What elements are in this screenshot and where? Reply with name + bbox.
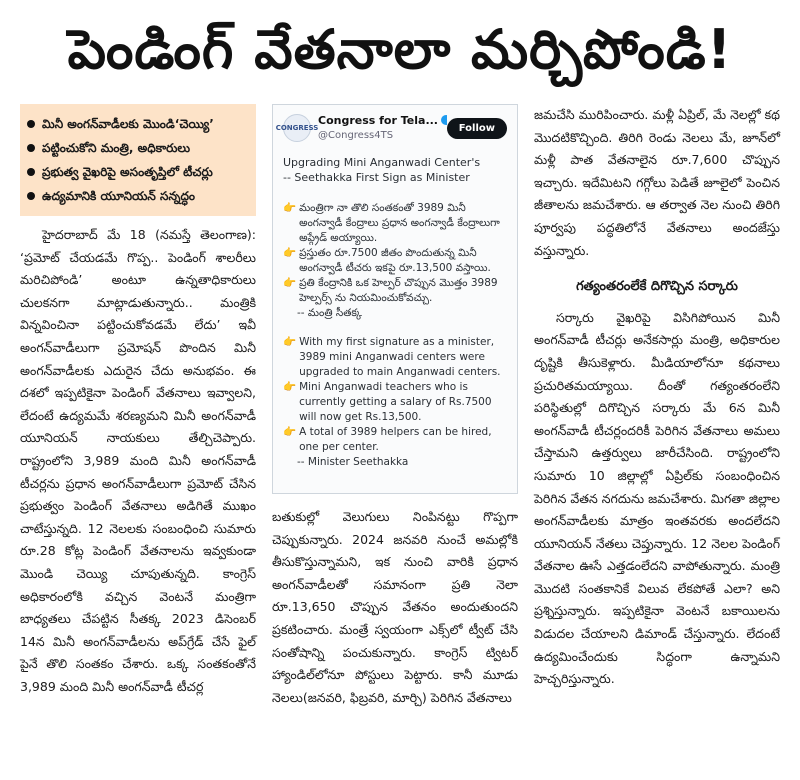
account-name[interactable]: Congress for Tela... bbox=[318, 114, 438, 127]
section-subheading: గత్యంతరంలేకే దిగొచ్చిన సర్కారు bbox=[576, 279, 738, 295]
tweet-telugu-block: 👉 మంత్రిగా నా తొలి సంతకంతో 3989 మినీ అంగన్వాడీ కేంద్రాలు ప్రధాన అంగన్వాడీ కేంద్రాలుగా అప్గ్రేడ్ అయ్యాయి. 👉 ప్రస్తుతం రూ.7500 జీతం పొందుతున్న మినీ అంగన్వాడీ టీచరు ఇకపై రూ.13,500 వస్తాయి. 👉 ప్రతి కేంద్రానికి ఒక హెల్పర్ చొప్పున మొత్తం 3989 హెల్పర్స్ ను నియమించుకోవచ్చు. -- మంత్రి సీతక్క bbox=[283, 201, 507, 321]
highlight-item: ఉద్యమానికి యూనియన్ సన్నద్ధం bbox=[24, 186, 250, 206]
tweet-english-block: 👉 With my first signature as a minister, 3989 mini Anganwadi centers were upgraded to main Anganwadi centers. 👉 Mini Anganwadi teachers who is currently getting a salary of Rs.7500 will now get Rs.13,500. 👉 A total of 3989 helpers can be hired, one per center. -- Minister Seethakka bbox=[283, 335, 507, 470]
follow-button[interactable]: Follow bbox=[447, 118, 507, 139]
headline: పెండింగ్ వేతనాలా మర్చిపోండి! bbox=[67, 18, 733, 81]
tweet-signature: -- మంత్రి సీతక్క bbox=[297, 307, 362, 319]
pointing-hand-icon: 👉 bbox=[283, 336, 297, 348]
verified-badge-icon bbox=[441, 115, 447, 125]
account-avatar[interactable]: CONGRESS bbox=[283, 114, 311, 142]
column-3 bbox=[534, 104, 780, 691]
body-paragraph: సర్కారు వైఖరిపై విసిగిపోయిన మినీ అంగన్‌వాడీ టీచర్లు అనేకసార్లు మంత్రి, అధికారుల దృష్టికి తీసుకెళ్లారు. మీడియాలోనూ కథనాలు ప్రచురితమయ్యాయి. దీంతో గత్యంతరంలేని పరిస్థితుల్లో దిగొచ్చిన సర్కారు మే 6న మినీ అంగన్‌వాడీ టీచర్లందరికీ పెరిగిన వేతనాలు అమలు చేస్తామని ఉత్తర్వులు జారీచేసింది. రాష్ట్రంలోని సుమారు 10 జిల్లాల్లో ఏప్రిల్‌కు సంబంధించిన పెరిగిన వేతన నగదును జమచేశారు. మిగతా జిల్లాల అంగన్‌వాడీలకు మాత్రం ఇంతవరకు అందలేదని యూనియన్ నేతలు చెప్తున్నారు. 12 నెలల పెండింగ్ వేతనాల ఊసే ఎత్తడంలేదని వాపోతున్నారు. మంత్రి మొదటి సంతకానికే విలువ లేకపోతే ఎలా? అని ప్రశ్నిస్తున్నారు. ఇప్పటికైనా వెంటనే బకాయిలను విడుదల చేయాలని డిమాండ్ చేస్తున్నారు. లేదంటే ఉద్యమించేందుకు సిద్ధంగా ఉన్నామని హెచ్చరిస్తున్నారు. bbox=[534, 309, 780, 687]
pointing-hand-icon: 👉 bbox=[283, 277, 297, 289]
pointing-hand-icon: 👉 bbox=[283, 381, 297, 393]
account-handle[interactable]: @Congress4TS bbox=[318, 130, 394, 141]
tweet-header bbox=[275, 113, 507, 143]
bullet-icon bbox=[27, 192, 35, 200]
highlight-item: పట్టించుకోని మంత్రి, అధికారులు bbox=[24, 138, 250, 158]
tweet-signature: -- Minister Seethakka bbox=[297, 456, 409, 468]
pointing-hand-icon: 👉 bbox=[283, 426, 297, 438]
column-1 bbox=[20, 104, 256, 698]
column-2-text: బతుకుల్లో వెలుగులు నింపినట్టు గొప్పగా చెప్పుకున్నారు. 2024 జనవరి నుంచే అమల్లోకి తీసుకొస్తున్నామని, ఇక నుంచి వారికి ప్రధాన అంగన్‌వాడీలతో సమానంగా ప్రతి నెలా రూ.13,650 చొప్పున వేతనం అందుతుందని ప్రకటించారు. మంత్రే స్వయంగా ఎక్స్‌లో ట్వీట్ చేసి సంతోషాన్ని పంచుకున్నారు. కాంగ్రెస్ ట్విటర్ హ్యాండిల్‌లోనూ పోస్టులు పెట్టారు. కానీ మూడు నెలలు(జనవరి, ఫిబ్రవరి, మార్చి) పెరిగిన వేతనాలు bbox=[272, 509, 518, 705]
bullet-icon bbox=[27, 168, 35, 176]
body-paragraph: జమచేసి మురిపించారు. మళ్లీ ఏప్రిల్, మే నెలల్లో కథ మొదటికొచ్చింది. తిరిగి రెండు నెలలు మే, జూన్‌లో మళ్లీ పాత వేతనాలైన రూ.7,600 చొప్పున ఇచ్చారు. ఇదేమిటని గగ్గోలు పెడితే జూలైలో పెంచిన జీతాలను జమచేశారు. ఆ తర్వాత నెల నుంచి తిరిగి పూర్వపు పద్ధతిలోనే వేతనాలు అందజేస్తు వస్తున్నారు. bbox=[534, 107, 780, 258]
pointing-hand-icon: 👉 bbox=[283, 247, 297, 259]
highlight-item: ప్రభుత్వ వైఖరిపై అసంతృప్తిలో టీచర్లు bbox=[24, 162, 250, 182]
pointing-hand-icon: 👉 bbox=[283, 202, 297, 214]
tweet-title: Upgrading Mini Anganwadi Center's -- Seethakka First Sign as Minister bbox=[283, 156, 481, 184]
highlights-box bbox=[20, 104, 256, 216]
highlight-item: మినీ అంగన్‌వాడీలకు మొండి‘చెయ్యి’ bbox=[24, 114, 250, 134]
bullet-icon bbox=[27, 144, 35, 152]
embedded-tweet bbox=[272, 104, 518, 494]
body-paragraph: హైదరాబాద్ మే 18 (నమస్తే తెలంగాణ): ‘ప్రమోట్ చేయడమే గొప్ప.. పెండింగ్ శాలరీలు మరిచిపోండి’ అంటూ ఉన్నతాధికారులు చులకనగా మాట్లాడుతున్నారు.. మంత్రికి విన్నవించినా పట్టించుకోవడమే లేదు’ ఇవీ అంగన్‌వాడీలుగా ప్రమోషన్ పొందిన మినీ అంగన్‌వాడీలకు ఎదురైన చేదు అనుభవం. ఈ దశలో ఇప్పటికైనా పెండింగ్ వేతనాలు ఇవ్వాలని, లేదంటే ఉద్యమమే శరణ్యమని మినీ అంగన్‌వాడీ యూనియన్ నాయకులు తేల్చిచెప్పారు. రాష్ట్రంలోని 3,989 మంది మినీ అంగన్‌వాడీ టీచర్లను ప్రధాన అంగన్‌వాడీలుగా ప్రమోట్ చేసిన ప్రభుత్వం పెండింగ్ వేతనాలు అడిగితే ముఖం చాటేస్తున్నది. 12 నెలలకు సంబంధించి సుమారు రూ.28 కోట్ల పెండింగ్ వేతనాలను ఇవ్వకుండా మొండి చెయ్యి చూపుతున్నది. కాంగ్రెస్ అధికారంలోకి వచ్చిన వెంటనే మంత్రిగా బాధ్యతలు చేపట్టిన సీతక్క 2023 డిసెంబర్ 14న మినీ అంగన్‌వాడీలను అప్‌గ్రేడ్ చేసే ఫైల్ పైనే తొలి సంతకం చేశారు. ఒక్క సంతకంతోనే 3,989 మంది మినీ అంగన్‌వాడీ టీచర్ల bbox=[20, 227, 256, 694]
bullet-icon bbox=[27, 120, 35, 128]
